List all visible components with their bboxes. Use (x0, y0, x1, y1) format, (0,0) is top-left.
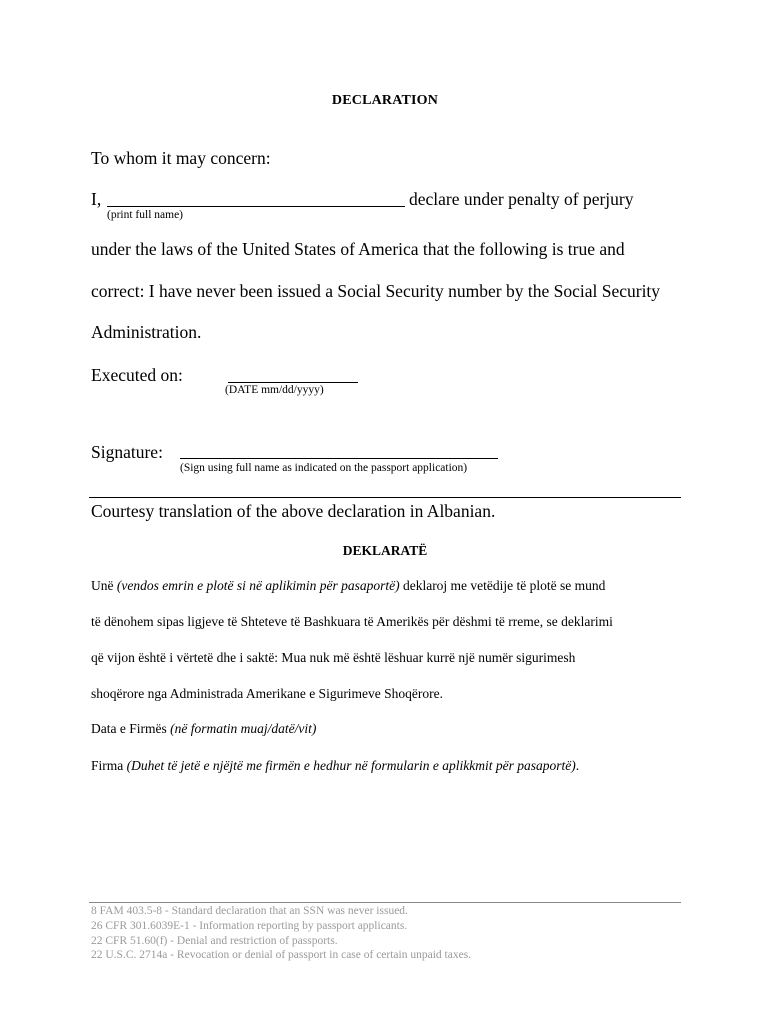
footer-ref-4: 22 U.S.C. 2714a - Revocation or denial of passport in case of certain unpaid taxes. (91, 949, 472, 961)
albanian-line-1-start: Unë (91, 578, 117, 593)
page-title: DECLARATION (331, 93, 439, 108)
albanian-line-3: që vijon është i vërtetë dhe i saktë: Mua nuk më është lëshuar kurrë një numër sigurimesh (91, 650, 576, 665)
albanian-title: DEKLARATË (342, 543, 428, 558)
section-divider (89, 497, 681, 498)
body-line-3: Administration. (91, 322, 202, 342)
footer-ref-2: 26 CFR 301.6039E-1 - Information reporting by passport applicants. (91, 920, 408, 932)
executed-label: Executed on: (91, 365, 183, 385)
albanian-line-1 (91, 578, 605, 594)
body-line-1: under the laws of the United States of America that the following is true and (91, 239, 625, 259)
albanian-signature-end: . (575, 758, 580, 773)
signature-label: Signature: (91, 442, 163, 462)
date-hint: (DATE mm/dd/yyyy) (225, 384, 324, 396)
print-name-hint: (print full name) (107, 209, 184, 221)
albanian-line-2: të dënohem sipas ligjeve të Shteteve të Bashkuara të Amerikës për dëshmi të rreme, se deklarimi (91, 614, 613, 629)
albanian-line-1-italic: (vendos emrin e plotë si në aplikimin për pasaportë) (116, 578, 400, 593)
albanian-date-line (91, 721, 316, 737)
albanian-signature-instruction: (Duhet të jetë e njëjtë me firmën e hedhur në formularin e aplikkmit për pasaportë) (126, 758, 576, 773)
albanian-line-4: shoqërore nga Administrada Amerikane e Sigurimeve Shoqërore. (91, 686, 444, 701)
translation-heading: Courtesy translation of the above declaration in Albanian. (91, 501, 496, 521)
salutation: To whom it may concern: (91, 148, 271, 168)
footer-ref-3: 22 CFR 51.60(f) - Denial and restriction of passports. (91, 935, 338, 947)
albanian-signature-label: Firma (91, 758, 127, 773)
signature-hint: (Sign using full name as indicated on the passport application) (180, 462, 468, 474)
body-line-2: correct: I have never been issued a Social Security number by the Social Security (91, 281, 661, 301)
albanian-date-label: Data e Firmës (91, 721, 171, 736)
date-field-line[interactable] (228, 382, 358, 383)
albanian-signature-line (91, 758, 579, 774)
albanian-date-format: (në formatin muaj/datë/vit) (170, 721, 317, 736)
signature-field-line[interactable] (180, 458, 498, 459)
footer-ref-1: 8 FAM 403.5-8 - Standard declaration that an SSN was never issued. (91, 905, 408, 917)
full-name-field-line[interactable] (107, 206, 405, 207)
albanian-line-1-end: deklaroj me vetëdije të plotë se mund (399, 578, 606, 593)
footer-divider (89, 902, 681, 903)
declare-text: declare under penalty of perjury (409, 189, 634, 209)
name-prefix: I, (91, 189, 102, 209)
